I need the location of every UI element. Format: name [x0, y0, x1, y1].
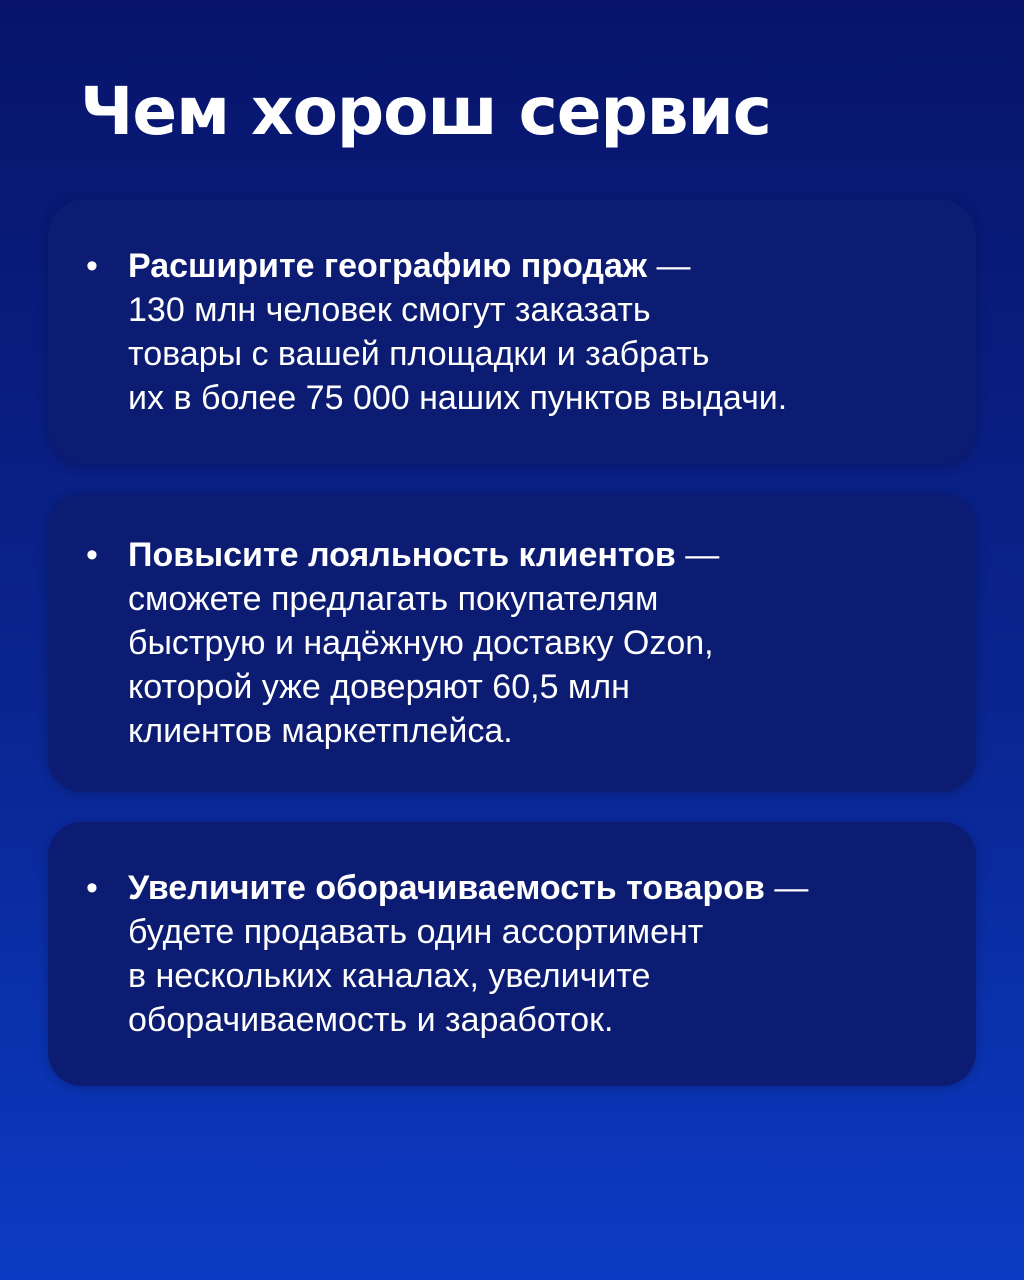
card-content: [84, 244, 940, 420]
benefit-line: товары с вашей площадки и забрать: [128, 335, 710, 373]
heading-dash: —: [764, 869, 809, 907]
benefit-heading-line: [128, 866, 940, 910]
benefit-text: [128, 866, 940, 1042]
benefit-line: их в более 75 000 наших пунктов выдачи.: [128, 379, 788, 417]
card-content: [84, 533, 940, 753]
benefit-card-turnover: [48, 822, 976, 1086]
heading-dash: —: [675, 536, 720, 574]
benefit-heading: Повысите лояльность клиентов: [128, 536, 676, 574]
benefit-line: будете продавать один ассортимент: [128, 913, 704, 951]
heading-dash: —: [647, 247, 691, 285]
benefit-line: оборачиваемость и заработок.: [128, 1001, 614, 1039]
benefit-line: 130 млн человек смогут заказать: [128, 291, 651, 329]
benefit-heading-line: [128, 533, 940, 577]
benefit-heading-line: [128, 244, 940, 288]
card-content: [84, 866, 940, 1042]
bullet-icon: •: [86, 247, 98, 285]
benefit-card-geography: [48, 200, 976, 464]
benefit-text: [128, 244, 940, 420]
benefit-line: в нескольких каналах, увеличите: [128, 957, 651, 995]
bullet-icon: •: [86, 536, 98, 574]
benefit-line: клиентов маркетплейса.: [128, 712, 513, 750]
benefit-heading: Увеличите оборачиваемость товаров: [128, 869, 765, 907]
benefit-line: быструю и надёжную доставку Ozon,: [128, 624, 714, 662]
benefit-line: которой уже доверяют 60,5 млн: [128, 668, 630, 706]
benefit-text: [128, 533, 940, 753]
bullet-icon: •: [86, 869, 98, 907]
benefit-line: сможете предлагать покупателям: [128, 580, 659, 618]
benefit-card-loyalty: [48, 494, 976, 792]
benefit-heading: Расширите географию продаж: [128, 247, 647, 285]
page-title: Чем хорош сервис: [80, 73, 771, 150]
